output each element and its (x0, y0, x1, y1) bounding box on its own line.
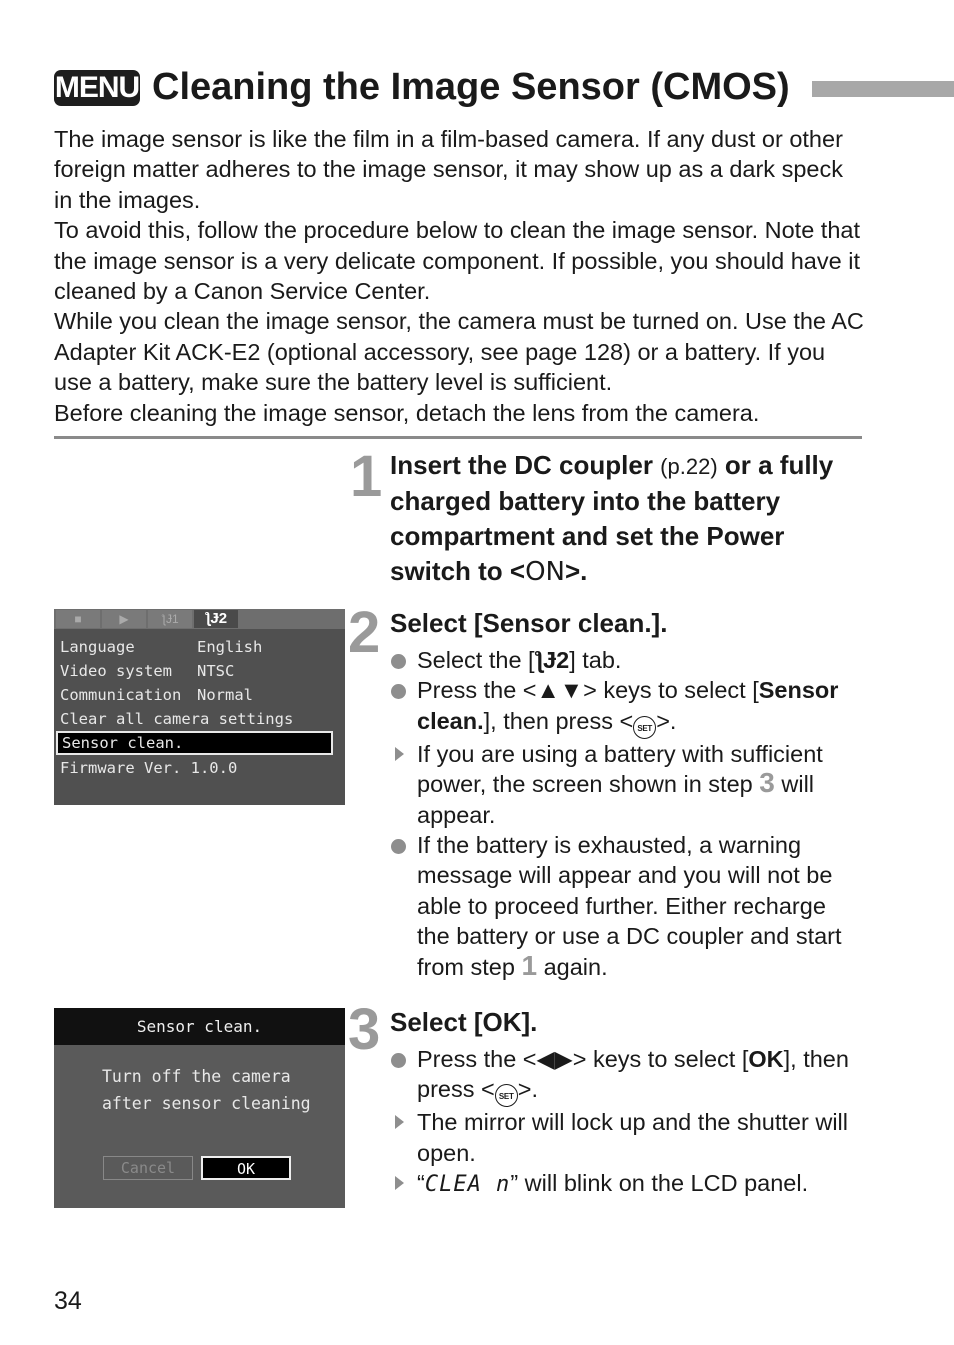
list-item (390, 830, 865, 982)
menu-row-label: Firmware Ver. 1.0.0 (60, 759, 238, 777)
text: Select the [ (417, 647, 535, 673)
screen-title: Sensor clean. (54, 1008, 345, 1045)
list-item (390, 645, 865, 675)
setup2-tab-icon: ƪɈ2 (194, 610, 238, 628)
ok-button: OK (201, 1156, 291, 1180)
text: ], then press < (417, 1046, 849, 1103)
menu-row-label: Language (60, 638, 135, 656)
section-divider (54, 436, 862, 439)
step1-head-part: >. (565, 556, 588, 586)
intro-paragraph: Before cleaning the image sensor, detach the lens from the camera. (54, 399, 760, 426)
page-title: Cleaning the Image Sensor (CMOS) (152, 66, 790, 108)
up-down-keys-icon: ▲▼ (536, 677, 584, 704)
text: ], then press < (483, 707, 634, 734)
menu-row (54, 756, 345, 780)
step1-head-part: Insert the DC coupler (390, 450, 653, 480)
step3-heading: Select [OK]. (390, 1007, 538, 1037)
on-switch-label: ON (525, 557, 565, 587)
text: “ (417, 1170, 425, 1197)
step-number-1: 1 (350, 444, 383, 509)
menu-item-name: OK (748, 1046, 784, 1072)
text: >. (517, 1076, 538, 1103)
menu-row (54, 659, 345, 683)
menu-tab-bar (54, 609, 345, 629)
camera-tab-icon: ■ (56, 610, 100, 628)
list-item (390, 739, 865, 830)
text: > keys to select [ (583, 677, 759, 704)
intro-paragraph: To avoid this, follow the procedure below to clean the image sensor. Note that the image sensor is a very delicate component. If possible, you should have it cleaned by a Canon Service Center. (54, 217, 860, 305)
menu-row-value: NTSC (197, 662, 235, 680)
text: ” will blink on the LCD panel. (510, 1170, 809, 1197)
intro-paragraph: The image sensor is like the film in a film-based camera. If any dust or other foreign matter adheres to the image sensor, it may show up as a dark speck in the images. (54, 126, 843, 213)
menu-row-value: English (197, 638, 263, 656)
text: If you are using a battery with sufficient power, the screen shown in step (417, 740, 823, 798)
step-number-3: 3 (348, 997, 381, 1062)
cancel-button: Cancel (103, 1156, 193, 1180)
text: Press the < (417, 677, 537, 704)
setup2-tab-icon: ƪɈ2 (534, 647, 570, 673)
set-button-icon: SET (633, 716, 656, 739)
text: If the battery is exhausted, a warning message will appear and you will not be able to proceed further. Either recharge the battery or use a DC coupler and start from step (417, 832, 842, 980)
intro-text (54, 124, 864, 428)
menu-row-value: Normal (197, 686, 253, 704)
setup1-tab-icon: ƪɈ1 (148, 610, 192, 628)
menu-row-selected (56, 731, 333, 755)
menu-row (54, 683, 345, 707)
page-number: 34 (54, 1287, 82, 1315)
menu-row-label: Sensor clean. (62, 734, 184, 752)
menu-row (54, 707, 345, 731)
menu-screen-image (54, 609, 345, 805)
text: > keys to select [ (572, 1046, 749, 1072)
text: Press the < (417, 1046, 537, 1072)
play-tab-icon: ▶ (102, 610, 146, 628)
menu-row-label: Communication (60, 686, 182, 704)
menu-item-name: Sensor clean. (417, 677, 839, 734)
list-item (390, 675, 865, 738)
screen-message: Turn off the camera (102, 1067, 291, 1086)
left-right-keys-icon: ◀▶ (536, 1046, 573, 1072)
text: >. (656, 707, 677, 734)
menu-row-label: Video system (60, 662, 172, 680)
text: again. (537, 953, 608, 980)
page-reference: (p.22) (660, 454, 718, 479)
step1-head-part: or a fully charged battery into the battery compartment and set the Power switch to < (390, 450, 834, 586)
menu-row (54, 635, 345, 659)
list-item (390, 1044, 865, 1107)
menu-row-label: Clear all camera settings (60, 710, 294, 728)
step-number-2: 2 (348, 600, 381, 665)
text: will appear. (417, 771, 815, 828)
step-ref-number: 1 (521, 949, 538, 981)
step1-heading (390, 448, 860, 590)
list-item (390, 1168, 865, 1200)
sensor-clean-screen-image (54, 1008, 345, 1208)
step2-heading: Select [Sensor clean.]. (390, 608, 668, 638)
step3-instructions (390, 1044, 865, 1201)
text: ] tab. (569, 647, 622, 673)
title-row (54, 64, 954, 112)
step-ref-number: 3 (759, 767, 775, 799)
title-rule (812, 81, 954, 97)
step2-instructions (390, 645, 865, 982)
list-item: The mirror will lock up and the shutter will open. (390, 1107, 865, 1168)
screen-message: after sensor cleaning (102, 1094, 311, 1113)
lcd-panel-text: CLEA n (424, 1172, 511, 1198)
intro-paragraph: While you clean the image sensor, the camera must be turned on. Use the AC Adapter Kit ACK-E2 (optional accessory, see page 128) or a battery. If you use a battery, make sure the battery level is sufficient. (54, 308, 864, 396)
menu-icon: MENU (54, 71, 140, 104)
set-button-icon: SET (495, 1084, 518, 1107)
